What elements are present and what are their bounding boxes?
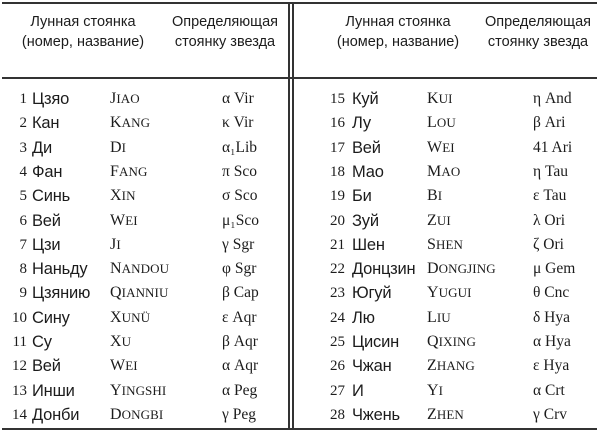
determinative-star: δ Hya	[533, 308, 571, 326]
table-row	[0, 209, 289, 233]
determinative-star: β Ari	[533, 114, 566, 132]
mansion-name: Цисин	[352, 333, 400, 351]
determinative-star: γ Peg	[222, 405, 256, 423]
mansion-pinyin: KUI	[427, 90, 453, 107]
determinative-star: 41 Ari	[533, 138, 573, 156]
mansion-number: 11	[12, 334, 27, 350]
table-row	[293, 257, 598, 281]
mansion-pinyin: XIN	[110, 187, 136, 205]
determinative-star: μ Gem	[533, 260, 576, 278]
mansion-number: 27	[330, 382, 345, 399]
mansion-pinyin: YINGSHI	[110, 381, 167, 399]
determinative-star: μ₁Sco	[222, 211, 259, 229]
mansion-number: 13	[12, 382, 27, 399]
mansion-header-line2: (номер, название)	[21, 34, 145, 50]
table-row	[293, 379, 598, 403]
mansion-pinyin: DI	[110, 138, 127, 156]
mansion-name: Ди	[32, 138, 52, 157]
mansion-pinyin: FANG	[110, 162, 148, 180]
mansion-pinyin: WEI	[110, 357, 138, 375]
table-row	[293, 136, 598, 160]
mansion-name: И	[352, 381, 364, 400]
mansion-pinyin: SHEN	[427, 235, 464, 253]
table-row	[0, 330, 289, 354]
mansion-pinyin: QIANNIU	[110, 284, 169, 302]
mansion-name: Зуй	[352, 211, 379, 230]
mansion-number: 28	[330, 406, 345, 423]
mansion-name: Кан	[32, 114, 60, 133]
table-row	[0, 233, 289, 257]
mansion-pinyin: WEI	[427, 138, 455, 156]
determinative-star: σ Sco	[222, 187, 258, 205]
mansion-number: 9	[19, 285, 27, 302]
table-row	[293, 354, 598, 378]
mansion-number: 22	[330, 261, 345, 278]
star-header-line1: Определяющая	[171, 14, 279, 30]
determinative-star: θ Cnc	[533, 284, 570, 302]
table-row	[293, 87, 598, 111]
mansion-number: 24	[330, 309, 345, 326]
mansion-name: Би	[352, 187, 372, 206]
mansion-number: 26	[330, 358, 345, 375]
mansion-number: 15	[330, 91, 345, 107]
determinative-star: β Cap	[222, 284, 259, 302]
mansion-pinyin: LOU	[427, 114, 456, 132]
mansion-name: Цзянию	[32, 284, 91, 303]
mansion-pinyin: JI	[110, 235, 121, 253]
mansion-number: 4	[19, 163, 27, 180]
table-row	[0, 136, 289, 160]
mansion-number: 19	[330, 188, 345, 205]
mansion-pinyin: BI	[427, 187, 443, 205]
mansion-pinyin: NANDOU	[110, 260, 170, 278]
table-row	[0, 403, 289, 427]
determinative-star: α Vir	[222, 90, 254, 107]
mansion-pinyin: WEI	[110, 211, 138, 229]
mansion-pinyin: QIXING	[427, 333, 476, 350]
mansion-pinyin: XUNÜ	[110, 308, 151, 326]
table-row	[0, 354, 289, 378]
mansion-pinyin: ZHANG	[427, 357, 475, 375]
left-table-half	[0, 0, 289, 432]
mansion-name: Шен	[352, 235, 385, 254]
table-row	[293, 160, 598, 184]
mansion-number: 16	[330, 115, 345, 132]
mansion-column-header	[323, 12, 473, 52]
table-row	[0, 281, 289, 305]
table-row	[293, 111, 598, 135]
mansion-number: 21	[330, 236, 345, 253]
table-row	[0, 184, 289, 208]
table-row	[0, 306, 289, 330]
determinative-star: κ Vir	[222, 114, 254, 132]
table-row	[0, 111, 289, 135]
mansion-pinyin: DONGJING	[427, 260, 496, 278]
mansion-name: Лу	[352, 114, 371, 133]
mansion-column-header	[8, 12, 158, 52]
mansion-number: 1	[19, 91, 27, 107]
determinative-star: η Tau	[533, 162, 568, 180]
mansion-header-line2: (номер, название)	[336, 34, 460, 50]
mansion-number: 3	[19, 139, 27, 156]
mansion-pinyin: DONGBI	[110, 405, 164, 423]
mansion-pinyin: ZUI	[427, 211, 451, 229]
mansion-name: Вей	[32, 357, 61, 376]
mansion-number: 23	[330, 285, 345, 302]
determinative-star: α Aqr	[222, 357, 259, 375]
table-row	[0, 87, 289, 111]
mansion-name: Куй	[352, 90, 379, 108]
mansion-number: 8	[19, 261, 27, 278]
mansion-name: Донцзин	[352, 260, 416, 279]
determinative-star: ζ Ori	[533, 235, 564, 253]
right-table-half	[293, 0, 598, 432]
mansion-number: 25	[330, 334, 345, 350]
mansion-pinyin: ZHEN	[427, 405, 464, 423]
mansion-name: Цзяо	[32, 90, 70, 108]
mansion-number: 5	[19, 188, 27, 205]
determinative-star: π Sco	[222, 162, 257, 180]
table-row	[293, 330, 598, 354]
mansion-number: 17	[330, 139, 345, 156]
determinative-star: φ Sgr	[222, 260, 257, 278]
determinative-star: α₁Lib	[222, 138, 258, 156]
mansion-pinyin: XU	[110, 333, 132, 350]
determinative-star: α Hya	[533, 333, 571, 350]
mansion-name: Чжень	[352, 405, 400, 424]
mansion-header-line1: Лунная стоянка	[345, 14, 451, 30]
determinative-star: ε Aqr	[222, 308, 257, 326]
mansion-name: Синь	[32, 187, 71, 206]
mansion-header-line1: Лунная стоянка	[30, 14, 136, 30]
mansion-name: Цзи	[32, 235, 61, 254]
mansion-number: 7	[19, 236, 27, 253]
determinative-star: γ Sgr	[222, 235, 255, 253]
mansion-name: Вей	[352, 138, 381, 157]
determinative-star: γ Crv	[533, 405, 567, 423]
mansion-name: Лю	[352, 308, 375, 327]
star-column-header	[166, 12, 284, 52]
table-row	[0, 257, 289, 281]
mansion-name: Су	[32, 333, 52, 351]
mansion-number: 14	[12, 406, 27, 423]
mansion-number: 12	[12, 358, 27, 375]
mansion-pinyin: JIAO	[110, 90, 140, 107]
mansion-number: 10	[12, 309, 27, 326]
mansion-name: Инши	[32, 381, 75, 400]
determinative-star: α Crt	[533, 381, 565, 399]
mansion-pinyin: YUGUI	[427, 284, 472, 302]
mansion-pinyin: YI	[427, 381, 444, 399]
mansion-name: Донби	[32, 405, 80, 424]
mansion-number: 18	[330, 163, 345, 180]
table-row	[293, 281, 598, 305]
determinative-star: ε Tau	[533, 187, 567, 205]
mansion-name: Вей	[32, 211, 61, 230]
mansion-name: Мао	[352, 162, 384, 181]
mansion-name: Югуй	[352, 284, 392, 303]
determinative-star: λ Ori	[533, 211, 566, 229]
determinative-star: η And	[533, 90, 572, 107]
table-row	[293, 403, 598, 427]
mansion-number: 20	[330, 212, 345, 229]
star-header-line2: стоянку звезда	[174, 34, 276, 50]
mansion-name: Наньду	[32, 260, 88, 279]
mansion-name: Чжан	[352, 357, 392, 376]
table-row	[293, 209, 598, 233]
mansion-pinyin: KANG	[110, 114, 151, 132]
mansion-name: Сину	[32, 308, 70, 327]
star-header-line2: стоянку звезда	[487, 34, 589, 50]
determinative-star: β Aqr	[222, 333, 258, 350]
mansion-pinyin: MAO	[427, 162, 461, 180]
mansion-number: 2	[19, 115, 27, 132]
table-row	[293, 306, 598, 330]
star-header-line1: Определяющая	[484, 14, 592, 30]
determinative-star: α Peg	[222, 381, 258, 399]
table-row	[0, 160, 289, 184]
mansion-pinyin: LIU	[427, 308, 451, 326]
table-row	[0, 379, 289, 403]
star-column-header	[479, 12, 597, 52]
table-row	[293, 233, 598, 257]
determinative-star: ε Hya	[533, 357, 570, 375]
mansion-name: Фан	[32, 162, 63, 181]
mansion-number: 6	[19, 212, 27, 229]
table-row	[293, 184, 598, 208]
